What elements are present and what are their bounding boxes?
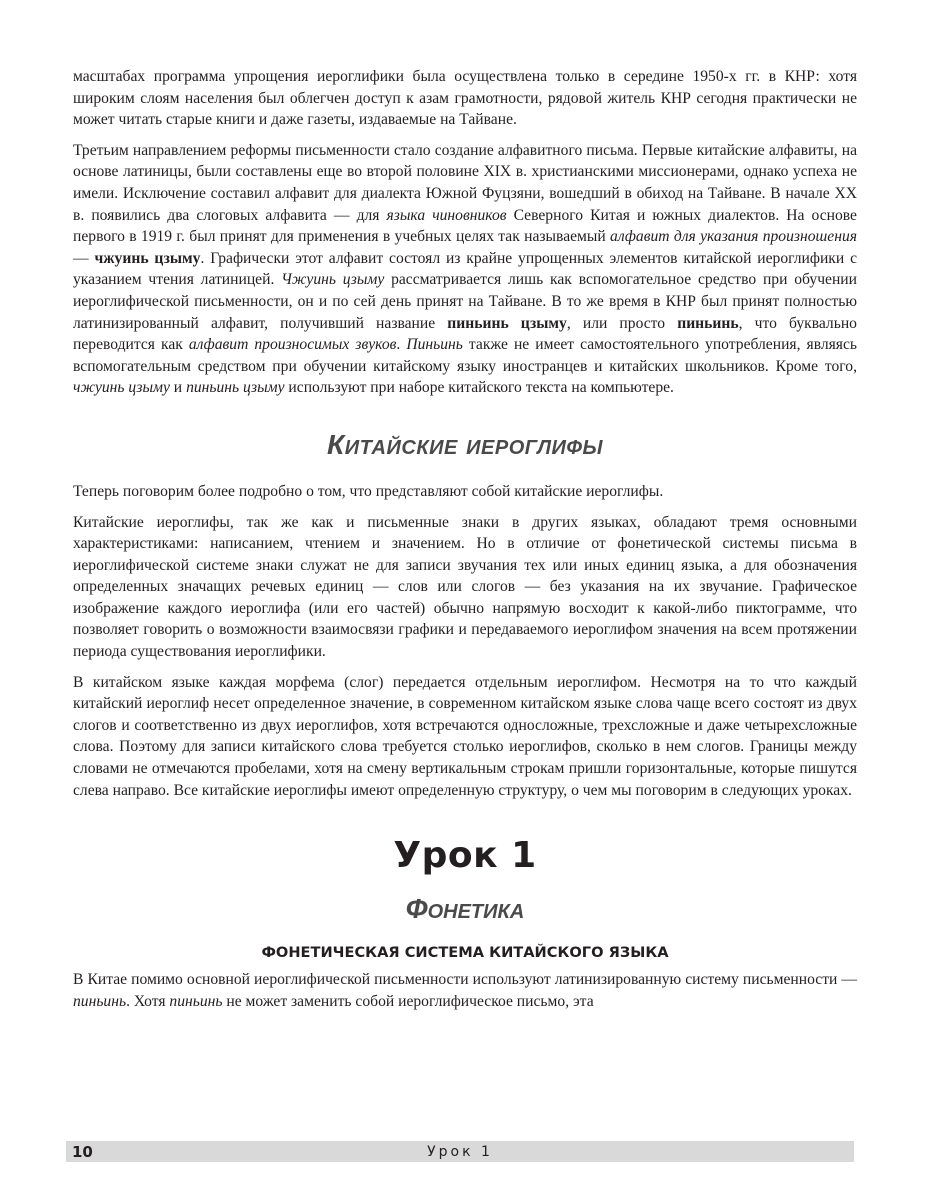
text-run: также не имеет самостоятельного употребления, являясь вспомогательным средством при обучении китайскому языку иностранцев и китайских школьников. Кроме того,: [73, 336, 858, 375]
page-footer-bar: [66, 1141, 854, 1162]
text-run: , или просто: [566, 314, 678, 332]
text-run: , что буквально переводится как: [73, 314, 857, 354]
phonetic-system-subheading: ФОНЕТИЧЕСКАЯ СИСТЕМА КИТАЙСКОГО ЯЗЫКА: [261, 944, 669, 962]
page-body: [73, 66, 857, 1021]
lesson-title: Урок 1: [393, 835, 537, 877]
paragraph-alphabet-reform: [73, 140, 857, 399]
italic-term: алфавит произносимых звуков: [188, 336, 397, 354]
paragraph-morphemes: В китайском языке каждая морфема (слог) передается отдельным иероглифом. Несмотря на то что каждый китайский иероглиф несет определенное значение, в современном китайском языке слова чаще всего состоят из двух слогов и соответственно из двух иероглифов, хотя встречаются односложные, трехсложные и даже четырехсложные слова. Поэтому для записи китайского слова требуется столько иероглифов, сколько в нем слогов. Границы между словами не отмечаются пробелами, хотя на смену вертикальным строкам пришли горизонтальные, которые пишутся слева направо. Все китайские иероглифы имеют определенную структуру, о чем мы поговорим в следующих уроках.: [73, 673, 857, 799]
text-run: Третьим направлением реформы письменности стало создание алфавитного письма. Первые китайские алфавиты, на основе латиницы, были составлены еще во второй половине XIX в. христианскими миссионерами, однако успеха не имели. Исключение составил алфавит для диалекта Южной Фуцзяни, вошедший в обиход на Тайване. В начале XX в. появились два слоговых алфавита — для: [73, 141, 857, 224]
text-run: . Графически этот алфавит состоял из крайне упрощенных элементов китайской иероглифики с указанием чтения латиницей.: [73, 249, 857, 289]
italic-term: Пиньинь: [406, 336, 463, 354]
text-run: не может заменить собой иероглифическое письмо, эта: [222, 992, 594, 1010]
italic-term: пиньинь цзыму: [186, 379, 285, 397]
bold-term: пиньинь: [677, 314, 739, 332]
text-run: —: [73, 249, 95, 267]
bold-term: пиньинь цзыму: [447, 314, 567, 332]
text-run: .: [396, 336, 407, 354]
paragraph-pinyin-intro: [73, 969, 857, 1012]
text-run: рассматривается лишь как вспомогательное средство при обучении иероглифической письменности, он и по сей день принят на Тайване. В то же время в КНР был принят полностью латинизированный алфавит, получивший название: [73, 271, 857, 332]
running-title: Урок 1: [427, 1144, 493, 1160]
paragraph-intro-characters: Теперь поговорим более подробно о том, что представляют собой китайские иероглифы.: [73, 482, 664, 500]
text-run: используют при наборе китайского текста на компьютере.: [284, 379, 674, 397]
italic-term: пиньинь: [169, 992, 223, 1010]
italic-term: пиньинь: [73, 992, 127, 1010]
italic-term: Чжуинь цзыму: [281, 271, 385, 289]
italic-term: чжуинь цзыму: [73, 379, 170, 397]
paragraph-simplification-end: масштабах программа упрощения иероглифики была осуществлена только в середине 1950-х гг. в КНР: хотя широким слоям населения был облегчен доступ к азам грамотности, рядовой житель КНР сегодня практически не может читать старые книги и даже газеты, издаваемые на Тайване.: [73, 68, 857, 129]
text-run: и: [169, 379, 187, 397]
text-run: Северного Китая и южных диалектов. На основе первого в 1919 г. был принят для применения в учебных целях так называемый: [73, 206, 857, 246]
text-run: . Хотя: [126, 992, 170, 1010]
page-number: 10: [72, 1143, 93, 1161]
italic-term: языка чиновников: [386, 206, 507, 224]
bold-term: чжуинь цзыму: [94, 249, 201, 267]
section-title-chinese-characters: Китайские иероглифы: [327, 428, 603, 460]
text-run: В Китае помимо основной иероглифической письменности используют латинизированную систему письменности —: [73, 971, 857, 989]
italic-term: алфавит для указания произношения: [610, 228, 857, 246]
phonetics-title: Фонетика: [405, 893, 525, 925]
paragraph-characteristics: Китайские иероглифы, так же как и письменные знаки в других языках, обладают тремя основными характеристиками: написанием, чтением и значением. Но в отличие от фонетической системы письма в иероглифической системе знаки служат не для записи звучания тех или иных единиц языка, а для обозначения определенных значащих речевых единиц — слов или слогов — без указания на их звучание. Графическое изображение каждого иероглифа (или его частей) обычно напрямую восходит к какой-либо пиктограмме, что позволяет говорить о возможности взаимосвязи графики и передаваемого иероглифом значения на всем протяжении периода существования иероглифики.: [73, 513, 857, 661]
